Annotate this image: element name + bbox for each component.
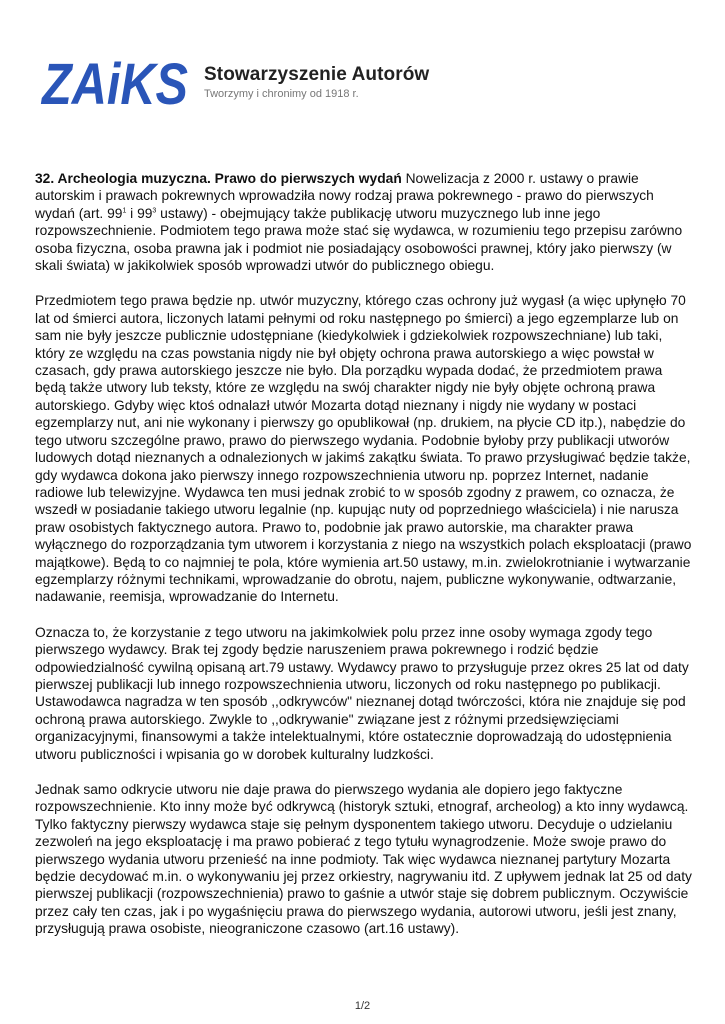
paragraph-4: Jednak samo odkrycie utworu nie daje prawa do pierwszego wydania ale dopiero jego faktyczne rozpowszechnienie. Kto inny może być odkrywcą (historyk sztuki, etnograf, archeolog) a kto inny wydawcą. Tylko faktyczny pierwszy wydawca staje się pełnym dysponentem takiego utworu. Decyduje o udzielaniu zezwoleń na jego eksploatację i ma prawo pobierać z tego tytułu wynagrodzenie. Może swoje prawo do pierwszego wydania utworu przenieść na inne podmioty. Tak więc wydawca nieznanej partytury Mozarta będzie decydować m.in. o wykonywaniu jej przez orkiestry, nagrywaniu itd. Z upływem jednak lat 25 od daty pierwszej publikacji (rozpowszechnienia) prawo to gaśnie a utwór staje się dobrem publicznym. Oczywiście przez cały ten czas, jak i po wygaśnięciu prawa do pierwszego wydania, autorowi utworu, jeśli jest znany, przysługują prawa osobiste, nieograniczone czasowo (art.16 ustawy). — [35, 782, 692, 937]
superscript-1: 1 — [122, 207, 127, 215]
zaiks-logo — [40, 52, 190, 117]
org-name: Stowarzyszenie Autorów — [204, 64, 430, 85]
header — [40, 52, 440, 117]
paragraph-1-text-c: ustawy) - obejmujący także publikację utworu muzycznego lub inne jego rozpowszechnienie. Podmiotem tego prawa może stać się wydawca, w rozumieniu tego przepisu zarówno osoba fizyczna, osoba prawna jak i podmiot nie posiadający osobowości prawnej, który jako pierwszy (w skali świata) w jakikolwiek sposób wprowadzi utwór do publicznego obiegu. — [35, 205, 683, 274]
svg-text:ZAiKS: ZAiKS — [40, 52, 189, 117]
article-heading: 32. Archeologia muzyczna. Prawo do pierwszych wydań — [35, 171, 402, 186]
superscript-3: 3 — [152, 207, 157, 215]
article-body — [35, 170, 695, 956]
org-tagline: Tworzymy i chronimy od 1918 r. — [204, 88, 359, 100]
paragraph-3: Oznacza to, że korzystanie z tego utworu na jakimkolwiek polu przez inne osoby wymaga zgody tego pierwszego wydawcy. Brak tej zgody będzie naruszeniem prawa pokrewnego i rodzić będzie odpowiedzialność cywilną opisaną art.79 ustawy. Wydawcy prawo to przysługuje przez okres 25 lat od daty pierwszej publikacji lub innego rozpowszechnienia utworu, liczonych od roku następnego po publikacji. Ustawodawca nagradza w ten sposób ,,odkrywców" nieznanej dotąd twórczości, która nie znajduje się pod ochroną prawa autorskiego. Zwykle to ,,odkrywanie" związane jest z różnymi przedsięwzięciami organizacyjnymi, finansowymi a także intelektualnymi, które ostatecznie doprowadzają do udostępnienia utworu publiczności i wpisania go w dorobek kulturalny ludzkości. — [35, 624, 689, 762]
paragraph-1-text-b: i 99 — [126, 205, 153, 221]
paragraph-1 — [35, 170, 695, 274]
paragraph-2: Przedmiotem tego prawa będzie np. utwór muzyczny, którego czas ochrony już wygasł (a więc upłynęło 70 lat od śmierci autora, liczonych latami pełnymi od roku następnego po śmierci) a jego egzemplarze lub on sam nie były jeszcze publicznie udostępniane (kiedykolwiek i gdziekolwiek rozpowszechniane) lub taki, który ze względu na czas powstania nigdy nie był objęty ochrona prawa autorskiego a więc powstał w czasach, gdy prawa autorskiego jeszcze nie było. Dla porządku wypada dodać, że przedmiotem prawa będą także utwory lub teksty, które ze względu na swój charakter nigdy nie były objęte ochroną prawa autorskiego. Gdyby więc ktoś odnalazł utwór Mozarta dotąd nieznany i nigdy nie wydany w postaci egzemplarzy nut, ani nie wykonany i pierwszy go opublikował (np. drukiem, na płycie CD itp.), nabędzie do tego utworu szczególne prawo, prawo do pierwszego wydania. Podobnie byłoby przy publikacji utworów ludowych dotąd nieznanych a odnalezionych w jakimś zakątku świata. To prawo przysługiwać będzie także, gdy wydawca dokona jako pierwszy innego rozpowszechnienia utworu np. poprzez Internet, nadanie radiowe lub telewizyjne. Wydawca ten musi jednak zrobić to w sposób zgodny z prawem, co oznacza, że wszedł w posiadanie takiego utworu legalnie (np. kupując nuty od poprzedniego właściciela) i nie narusza praw osobistych faktycznego autora. Prawo to, podobnie jak prawo autorskie, ma charakter prawa wyłącznego do rozporządzania tym utworem i korzystania z niego na wszystkich polach eksploatacji (prawo majątkowe). Będą to co najmniej te pola, które wymienia art.50 ustawy, m.in. zwielokrotnianie i wytwarzanie egzemplarzy różnymi technikami, wprowadzanie do obrotu, najem, publiczne wykonywanie, odtwarzanie, nadawanie, reemisja, wprowadzanie do Internetu. — [35, 293, 692, 605]
page-number: 1/2 — [354, 1000, 371, 1012]
org-block — [204, 64, 429, 100]
paragraph-1-text-a: Nowelizacja z 2000 r. ustawy o prawie autorskim i prawach pokrewnych wprowadziła nowy rodzaj prawa pokrewnego - prawo do pierwszych wydań (art. 99 — [35, 171, 654, 221]
